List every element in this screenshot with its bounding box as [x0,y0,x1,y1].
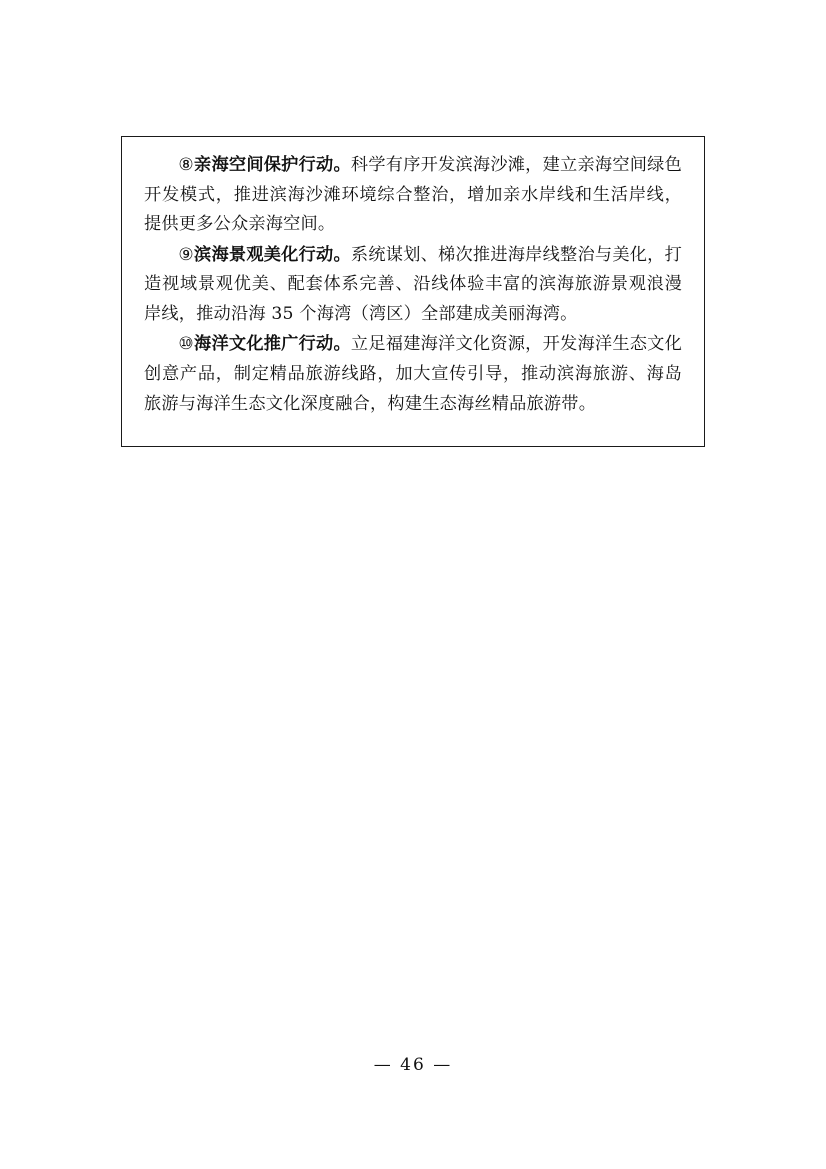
paragraph-item-10 [144,330,682,419]
paragraph-lead-8: 亲海空间保护行动。 [194,155,351,175]
paragraph-body-9: 系统谋划、梯次推进海岸线整治与美化，打造视域景观优美、配套体系完善、沿线体验丰富的滨海旅游景观浪漫岸线，推动沿海 35 个海湾（湾区）全部建成美丽海湾。 [144,244,682,324]
bordered-text-box [121,136,705,447]
list-marker-9: ⑨ [178,244,195,265]
list-marker-10: ⑩ [178,334,195,355]
paragraph-body-8: 科学有序开发滨海沙滩，建立亲海空间绿色开发模式，推进滨海沙滩环境综合整治，增加亲水岸线和生活岸线，提供更多公众亲海空间。 [144,155,682,235]
page-number: — 46 — [373,1055,453,1075]
paragraph-item-9 [144,241,682,330]
paragraph-lead-10: 海洋文化推广行动。 [194,334,351,355]
page-footer [0,1055,826,1075]
paragraph-item-8 [144,151,682,240]
list-marker-8: ⑧ [178,155,195,175]
paragraph-lead-9: 滨海景观美化行动。 [194,244,351,265]
paragraph-body-10: 立足福建海洋文化资源，开发海洋生态文化创意产品，制定精品旅游线路，加大宣传引导，推动滨海旅游、海岛旅游与海洋生态文化深度融合，构建生态海丝精品旅游带。 [144,334,682,414]
